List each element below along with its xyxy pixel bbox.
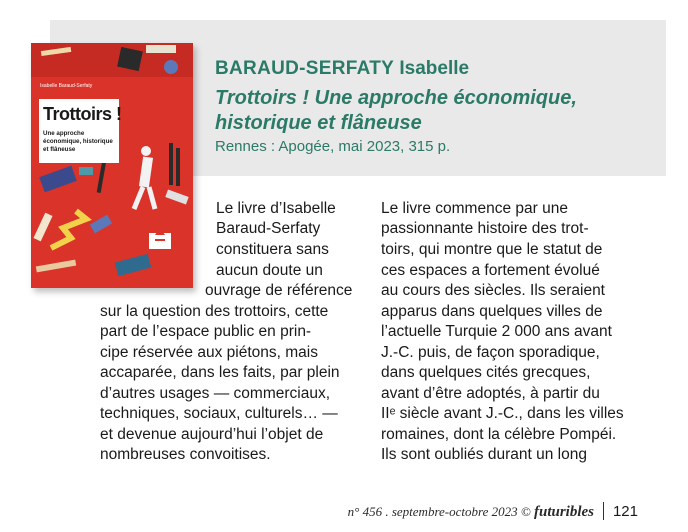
book-author <box>215 58 469 80</box>
body-line: Baraud-Serfaty <box>216 220 321 237</box>
body-line: l’actuelle Turquie 2 000 ans avant <box>381 323 612 340</box>
body-line: Ils sont oubliés durant un long <box>381 446 587 463</box>
body-line: d’autres usages — commerciaux, <box>100 385 331 402</box>
book-publication-info: Rennes : Apogée, mai 2023, 315 p. <box>215 138 451 155</box>
body-line: Le livre d’Isabelle <box>216 200 336 217</box>
author-surname: BARAUD-SERFATY <box>215 58 395 79</box>
page-number: 121 <box>612 503 638 520</box>
body-line: sur la question des trottoirs, cette <box>100 303 329 320</box>
cover-subtitle: Une approche économique, historique et flâneuse <box>43 130 113 153</box>
body-line: apparus dans quelques villes de <box>381 303 603 320</box>
body-line: toirs, qui montre que le statut de <box>381 241 603 258</box>
author-given-name: Isabelle <box>399 58 470 79</box>
body-line: IIᵉ siècle avant J.-C., dans les villes <box>381 405 624 422</box>
book-cover <box>31 43 193 288</box>
body-line: accaparée, dans les faits, par plein <box>100 364 340 381</box>
body-line: techniques, sociaux, culturels… — <box>100 405 338 422</box>
body-line: romaines, dont la célèbre Pompéi. <box>381 426 617 443</box>
cover-title: Trottoirs ! <box>43 104 122 124</box>
cover-illustration <box>31 43 193 288</box>
body-line: passionnante histoire des trot- <box>381 220 589 237</box>
footer-divider <box>603 502 604 520</box>
page-footer <box>330 502 670 522</box>
body-line: dans quelques cités grecques, <box>381 364 591 381</box>
footer-issue <box>348 504 594 521</box>
body-line: nombreuses convoitises. <box>100 446 271 463</box>
body-line: aucun doute un <box>216 262 323 279</box>
body-line: avant d’être adoptés, à partir du <box>381 385 600 402</box>
cover-author: Isabelle Baraud-Serfaty <box>40 83 93 89</box>
body-line: J.-C. puis, de façon sporadique, <box>381 344 600 361</box>
body-line: Le livre commence par une <box>381 200 568 217</box>
body-line: constituera sans <box>216 241 329 258</box>
book-title: Trottoirs ! Une approche économique, historique et flâneuse <box>215 87 577 134</box>
body-line: au cours des siècles. Ils seraient <box>381 282 605 299</box>
body-line: et devenue aujourd’hui l’objet de <box>100 426 324 443</box>
body-line: cipe réservée aux piétons, mais <box>100 344 318 361</box>
footer-brand: futuribles <box>533 504 594 520</box>
body-line: ces espaces a fortement évolué <box>381 262 600 279</box>
body-line: ouvrage de référence <box>205 282 353 299</box>
body-line: part de l’espace public en prin- <box>100 323 312 340</box>
footer-issue-text: n° 456 . septembre-octobre 2023 © <box>347 504 531 519</box>
